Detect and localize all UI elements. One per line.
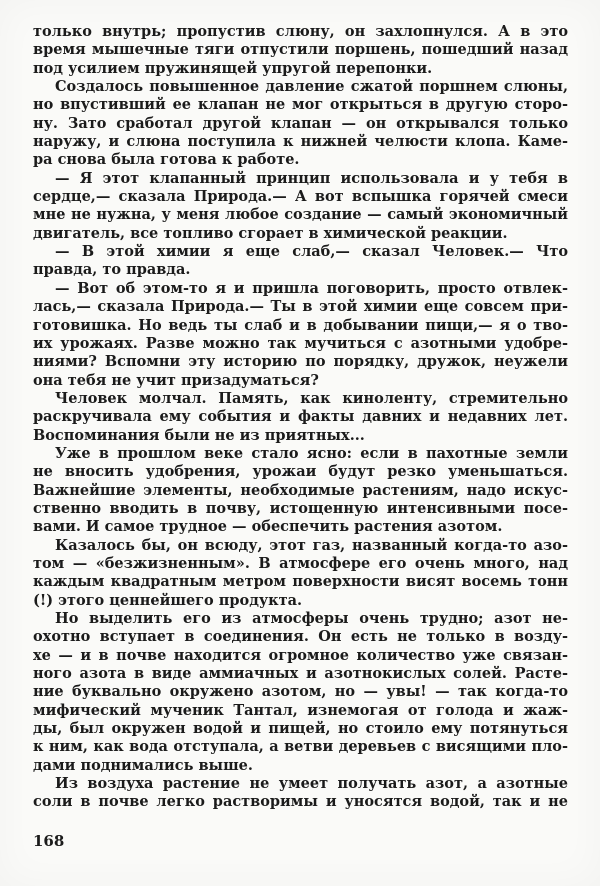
text-line: Человек молчал. Память, как киноленту, стремительно: [55, 389, 568, 407]
text-line: Уже в прошлом веке стало ясно: если в пахотные земли: [55, 444, 568, 462]
paragraph: [33, 78, 568, 170]
text-line: мифический мученик Тантал, изнемогая от голода и жаж-: [33, 701, 568, 719]
paragraph: [33, 610, 568, 775]
text-line: не вносить удобрения, урожаи будут резко уменьшаться.: [33, 463, 568, 481]
text-line: Воспоминания были не из приятных...: [33, 426, 365, 444]
paragraph: [33, 170, 568, 243]
text-line: сердце,— сказала Природа.— А вот вспышка горячей смеси: [33, 188, 568, 206]
paragraph: [33, 537, 568, 610]
paragraph: [33, 390, 568, 445]
text-line: хе — и в почве находится огромное количество уже связан-: [33, 646, 568, 664]
paragraph: [33, 280, 568, 390]
text-line: ра снова была готова к работе.: [33, 151, 300, 169]
text-line: только внутрь; пропустив слюну, он захлопнулся. А в это: [33, 23, 568, 40]
paragraph: [33, 775, 568, 812]
text-line: к ним, как вода отступала, а ветви деревьев с висящими пло-: [33, 738, 568, 756]
text-line: охотно вступает в соединения. Он есть не только в возду-: [33, 628, 568, 646]
text-line: их урожаях. Разве можно так мучиться с азотными удобре-: [33, 334, 568, 352]
text-line: ние буквально окружено азотом, но — увы! — так когда-то: [33, 683, 568, 701]
text-line: ну. Зато сработал другой клапан — он открывался только: [33, 114, 568, 132]
paragraph: [33, 243, 568, 280]
text-line: (!) этого ценнейшего продукта.: [33, 591, 303, 609]
text-line: правда, то правда.: [33, 261, 191, 279]
text-block: [33, 23, 568, 812]
paragraph: [33, 445, 568, 537]
text-line: соли в почве легко растворимы и уносятся водой, так и не: [33, 793, 568, 811]
text-line: — В этой химии я еще слаб,— сказал Человек.— Что: [55, 243, 568, 261]
text-line: ды, был окружен водой и пищей, но стоило ему потянуться: [33, 720, 568, 738]
text-line: ственно вводить в почву, истощенную интенсивными посе-: [33, 499, 568, 517]
paragraph: [33, 23, 568, 78]
text-line: раскручивала ему события и факты давних и недавних лет.: [33, 408, 568, 426]
text-line: — Я этот клапанный принцип использовала и у тебя в: [55, 169, 568, 187]
text-line: время мышечные тяги отпустили поршень, пошедший назад: [33, 41, 568, 59]
text-line: Важнейшие элементы, необходимые растениям, надо искус-: [33, 481, 568, 499]
text-line: готовишка. Но ведь ты слаб и в добывании пищи,— я о тво-: [33, 316, 568, 334]
text-line: двигатель, все топливо сгорает в химической реакции.: [33, 224, 508, 242]
text-line: Казалось бы, он всюду, этот газ, названный когда-то азо-: [55, 536, 568, 554]
text-line: мне не нужна, у меня любое создание — самый экономичный: [33, 206, 568, 224]
text-line: Из воздуха растение не умеет получать азот, а азотные: [55, 775, 568, 793]
text-line: дами поднимались выше.: [33, 756, 253, 774]
text-line: под усилием пружинящей упругой перепонки.: [33, 59, 433, 77]
text-line: она тебя не учит призадуматься?: [33, 371, 319, 389]
text-line: каждым квадратным метром поверхности висят восемь тонн: [33, 573, 568, 591]
text-line: Но выделить его из атмосферы очень трудно; азот не-: [55, 610, 568, 627]
page-number: 168: [33, 832, 65, 850]
text-line: ниями? Вспомни эту историю по порядку, дружок, неужели: [33, 353, 568, 371]
text-line: — Вот об этом-то я и пришла поговорить, просто отвлек-: [55, 279, 568, 297]
text-line: лась,— сказала Природа.— Ты в этой химии еще совсем при-: [33, 298, 568, 316]
text-line: Создалось повышенное давление сжатой поршнем слюны,: [55, 78, 568, 96]
text-line: том — «безжизненным». В атмосфере его очень много, над: [33, 554, 568, 572]
text-line: ного азота в виде аммиачных и азотнокислых солей. Расте-: [33, 665, 568, 683]
text-line: наружу, и слюна поступила к нижней челюсти клопа. Каме-: [33, 133, 568, 151]
text-line: но впустивший ее клапан не мог открыться в другую сторо-: [33, 96, 568, 114]
text-line: вами. И самое трудное — обеспечить растения азотом.: [33, 518, 503, 536]
